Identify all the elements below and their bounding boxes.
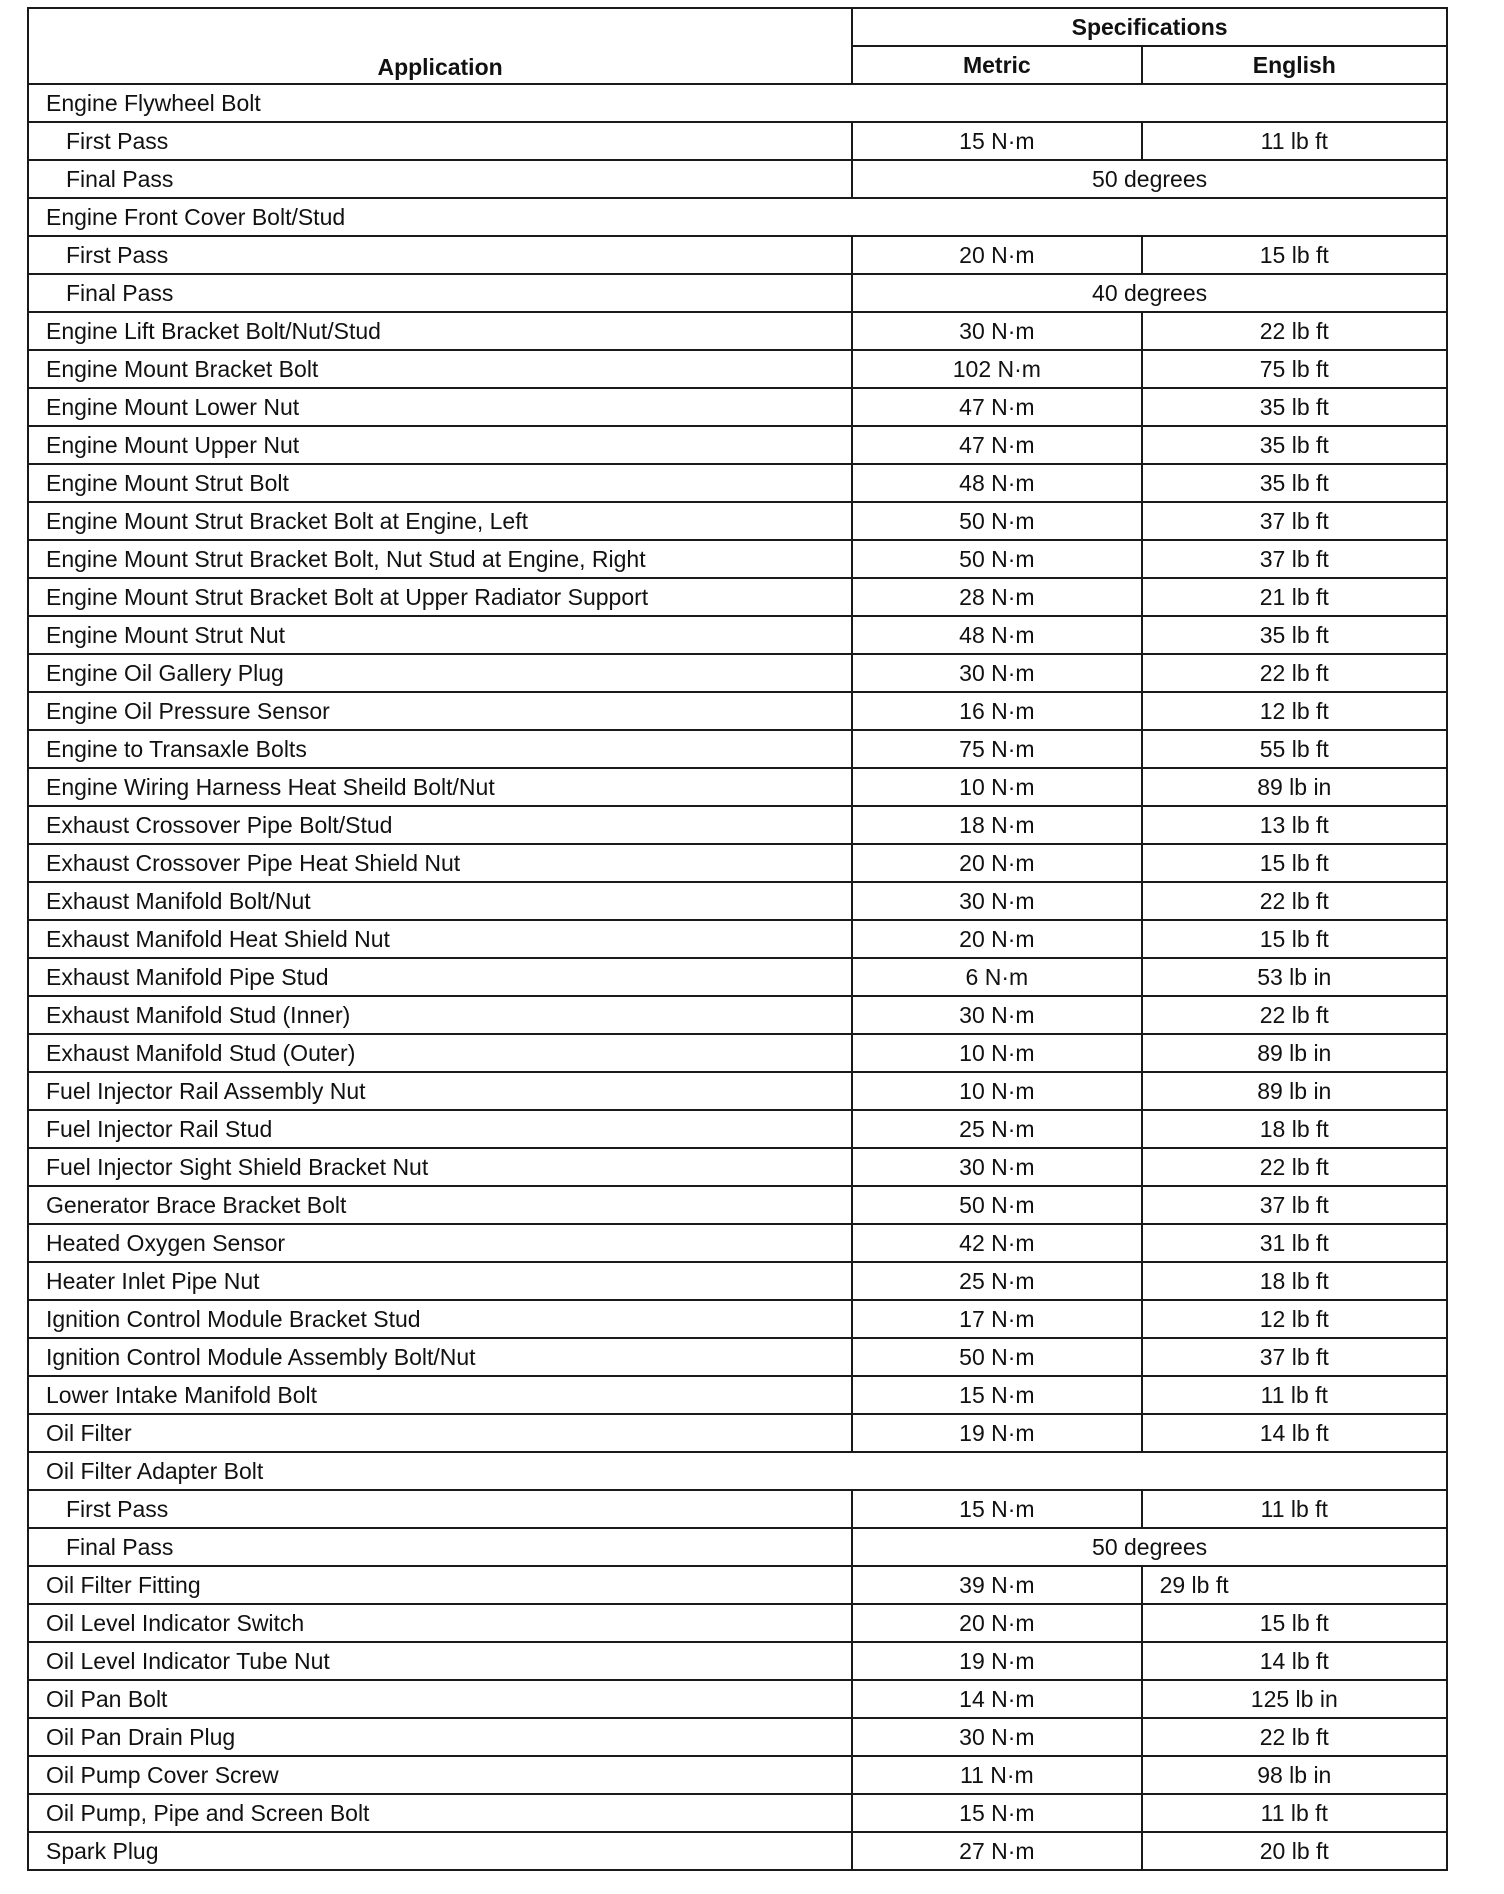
application-cell: Oil Pan Bolt [28,1680,852,1718]
english-cell: 11 lb ft [1142,1490,1447,1528]
metric-cell: 30 N·m [852,1718,1141,1756]
application-cell: Engine Mount Strut Bracket Bolt at Engine, Left [28,502,852,540]
table-row [28,1224,1447,1262]
table-row [28,1376,1447,1414]
metric-cell: 30 N·m [852,882,1141,920]
english-cell: 31 lb ft [1142,1224,1447,1262]
metric-cell: 18 N·m [852,806,1141,844]
table-row [28,122,1447,160]
metric-cell: 28 N·m [852,578,1141,616]
application-cell: Engine Oil Gallery Plug [28,654,852,692]
table-row [28,1148,1447,1186]
table-row [28,426,1447,464]
application-cell: Engine Mount Lower Nut [28,388,852,426]
english-cell: 13 lb ft [1142,806,1447,844]
application-cell: Oil Level Indicator Switch [28,1604,852,1642]
application-cell: Oil Level Indicator Tube Nut [28,1642,852,1680]
english-cell: 22 lb ft [1142,1718,1447,1756]
metric-cell: 20 N·m [852,920,1141,958]
english-cell: 89 lb in [1142,768,1447,806]
english-cell: 35 lb ft [1142,464,1447,502]
specifications-header: Specifications [852,8,1447,46]
group-label: Engine Flywheel Bolt [28,84,1447,122]
table-row [28,958,1447,996]
metric-cell: 39 N·m [852,1566,1141,1604]
english-cell: 22 lb ft [1142,654,1447,692]
metric-cell: 42 N·m [852,1224,1141,1262]
application-cell: First Pass [28,1490,852,1528]
application-cell: Oil Pan Drain Plug [28,1718,852,1756]
table-row [28,1452,1447,1490]
english-cell: 15 lb ft [1142,1604,1447,1642]
metric-cell: 19 N·m [852,1642,1141,1680]
table-row [28,1604,1447,1642]
table-row [28,350,1447,388]
english-cell: 11 lb ft [1142,122,1447,160]
spanned-value-cell: 50 degrees [852,1528,1447,1566]
table-row [28,1794,1447,1832]
english-cell: 29 lb ft [1142,1566,1447,1604]
english-cell: 14 lb ft [1142,1414,1447,1452]
application-cell: First Pass [28,236,852,274]
application-cell: Final Pass [28,1528,852,1566]
table-row [28,1034,1447,1072]
table-row [28,882,1447,920]
english-cell: 89 lb in [1142,1034,1447,1072]
metric-cell: 48 N·m [852,616,1141,654]
application-cell: Engine Lift Bracket Bolt/Nut/Stud [28,312,852,350]
spanned-value-cell: 50 degrees [852,160,1447,198]
english-cell: 37 lb ft [1142,502,1447,540]
table-row [28,540,1447,578]
metric-cell: 102 N·m [852,350,1141,388]
application-cell: Ignition Control Module Bracket Stud [28,1300,852,1338]
metric-cell: 11 N·m [852,1756,1141,1794]
english-cell: 35 lb ft [1142,388,1447,426]
application-cell: Fuel Injector Rail Stud [28,1110,852,1148]
english-cell: 11 lb ft [1142,1376,1447,1414]
metric-cell: 25 N·m [852,1110,1141,1148]
metric-cell: 17 N·m [852,1300,1141,1338]
application-cell: Exhaust Manifold Pipe Stud [28,958,852,996]
application-cell: Engine Mount Strut Bracket Bolt, Nut Stud at Engine, Right [28,540,852,578]
table-row [28,160,1447,198]
table-row [28,274,1447,312]
application-header: Application [28,8,852,84]
english-cell: 18 lb ft [1142,1262,1447,1300]
table-row [28,84,1447,122]
table-row [28,730,1447,768]
application-cell: Exhaust Manifold Heat Shield Nut [28,920,852,958]
table-row [28,616,1447,654]
metric-cell: 30 N·m [852,654,1141,692]
application-cell: Engine Mount Strut Nut [28,616,852,654]
metric-cell: 47 N·m [852,388,1141,426]
table-row [28,1072,1447,1110]
english-cell: 12 lb ft [1142,692,1447,730]
application-cell: Exhaust Crossover Pipe Heat Shield Nut [28,844,852,882]
application-cell: Engine Oil Pressure Sensor [28,692,852,730]
english-cell: 15 lb ft [1142,920,1447,958]
english-cell: 14 lb ft [1142,1642,1447,1680]
table-row [28,198,1447,236]
application-cell: Final Pass [28,160,852,198]
application-cell: Engine Wiring Harness Heat Sheild Bolt/Nut [28,768,852,806]
metric-cell: 20 N·m [852,1604,1141,1642]
metric-cell: 20 N·m [852,844,1141,882]
metric-cell: 30 N·m [852,996,1141,1034]
application-cell: Exhaust Manifold Bolt/Nut [28,882,852,920]
application-cell: Oil Pump, Pipe and Screen Bolt [28,1794,852,1832]
english-cell: 11 lb ft [1142,1794,1447,1832]
table-row [28,1718,1447,1756]
english-cell: 35 lb ft [1142,426,1447,464]
table-row [28,236,1447,274]
metric-cell: 25 N·m [852,1262,1141,1300]
metric-cell: 16 N·m [852,692,1141,730]
table-row [28,502,1447,540]
application-cell: Lower Intake Manifold Bolt [28,1376,852,1414]
table-row [28,1528,1447,1566]
table-row [28,692,1447,730]
table-row [28,920,1447,958]
spanned-value-cell: 40 degrees [852,274,1447,312]
application-cell: Exhaust Manifold Stud (Inner) [28,996,852,1034]
application-cell: Heater Inlet Pipe Nut [28,1262,852,1300]
metric-cell: 75 N·m [852,730,1141,768]
english-cell: 37 lb ft [1142,540,1447,578]
english-cell: 22 lb ft [1142,882,1447,920]
table-row [28,1300,1447,1338]
application-cell: Engine to Transaxle Bolts [28,730,852,768]
table-row [28,768,1447,806]
table-row [28,1338,1447,1376]
table-row [28,1490,1447,1528]
table-row [28,1566,1447,1604]
table-row [28,996,1447,1034]
application-cell: Engine Mount Upper Nut [28,426,852,464]
table-row [28,844,1447,882]
english-cell: 98 lb in [1142,1756,1447,1794]
torque-spec-table [27,7,1448,1871]
english-cell: 35 lb ft [1142,616,1447,654]
table-row [28,654,1447,692]
table-row [28,1832,1447,1870]
metric-cell: 10 N·m [852,1072,1141,1110]
application-cell: Engine Mount Strut Bracket Bolt at Upper Radiator Support [28,578,852,616]
english-cell: 21 lb ft [1142,578,1447,616]
metric-cell: 15 N·m [852,1376,1141,1414]
metric-cell: 10 N·m [852,1034,1141,1072]
group-label: Oil Filter Adapter Bolt [28,1452,1447,1490]
application-cell: Oil Filter [28,1414,852,1452]
english-cell: 15 lb ft [1142,236,1447,274]
table-row [28,578,1447,616]
english-cell: 12 lb ft [1142,1300,1447,1338]
metric-cell: 50 N·m [852,1338,1141,1376]
english-cell: 22 lb ft [1142,1148,1447,1186]
application-cell: Final Pass [28,274,852,312]
english-cell: 75 lb ft [1142,350,1447,388]
metric-cell: 30 N·m [852,312,1141,350]
application-cell: Spark Plug [28,1832,852,1870]
english-cell: 53 lb in [1142,958,1447,996]
metric-cell: 50 N·m [852,502,1141,540]
table-row [28,312,1447,350]
application-cell: Engine Mount Bracket Bolt [28,350,852,388]
application-cell: Exhaust Manifold Stud (Outer) [28,1034,852,1072]
english-cell: 37 lb ft [1142,1338,1447,1376]
metric-cell: 27 N·m [852,1832,1141,1870]
application-cell: Ignition Control Module Assembly Bolt/Nut [28,1338,852,1376]
table-row [28,1642,1447,1680]
metric-cell: 15 N·m [852,1794,1141,1832]
english-cell: 20 lb ft [1142,1832,1447,1870]
table-row [28,1186,1447,1224]
metric-cell: 50 N·m [852,540,1141,578]
metric-cell: 15 N·m [852,122,1141,160]
english-cell: 18 lb ft [1142,1110,1447,1148]
metric-header: Metric [852,46,1141,84]
application-cell: Oil Pump Cover Screw [28,1756,852,1794]
application-cell: Oil Filter Fitting [28,1566,852,1604]
application-cell: Heated Oxygen Sensor [28,1224,852,1262]
metric-cell: 10 N·m [852,768,1141,806]
table-row [28,806,1447,844]
table-row [28,388,1447,426]
table-row [28,1756,1447,1794]
metric-cell: 20 N·m [852,236,1141,274]
group-label: Engine Front Cover Bolt/Stud [28,198,1447,236]
application-cell: Engine Mount Strut Bolt [28,464,852,502]
application-cell: Fuel Injector Rail Assembly Nut [28,1072,852,1110]
metric-cell: 30 N·m [852,1148,1141,1186]
metric-cell: 48 N·m [852,464,1141,502]
english-cell: 55 lb ft [1142,730,1447,768]
application-cell: First Pass [28,122,852,160]
english-cell: 89 lb in [1142,1072,1447,1110]
application-cell: Fuel Injector Sight Shield Bracket Nut [28,1148,852,1186]
table-row [28,1110,1447,1148]
english-header: English [1142,46,1447,84]
english-cell: 15 lb ft [1142,844,1447,882]
table-body [28,84,1447,1870]
table-row [28,1262,1447,1300]
english-cell: 22 lb ft [1142,996,1447,1034]
metric-cell: 15 N·m [852,1490,1141,1528]
metric-cell: 14 N·m [852,1680,1141,1718]
english-cell: 22 lb ft [1142,312,1447,350]
table-row [28,1680,1447,1718]
table-row [28,1414,1447,1452]
metric-cell: 6 N·m [852,958,1141,996]
application-cell: Generator Brace Bracket Bolt [28,1186,852,1224]
metric-cell: 47 N·m [852,426,1141,464]
metric-cell: 19 N·m [852,1414,1141,1452]
english-cell: 125 lb in [1142,1680,1447,1718]
table-row [28,464,1447,502]
application-cell: Exhaust Crossover Pipe Bolt/Stud [28,806,852,844]
english-cell: 37 lb ft [1142,1186,1447,1224]
metric-cell: 50 N·m [852,1186,1141,1224]
